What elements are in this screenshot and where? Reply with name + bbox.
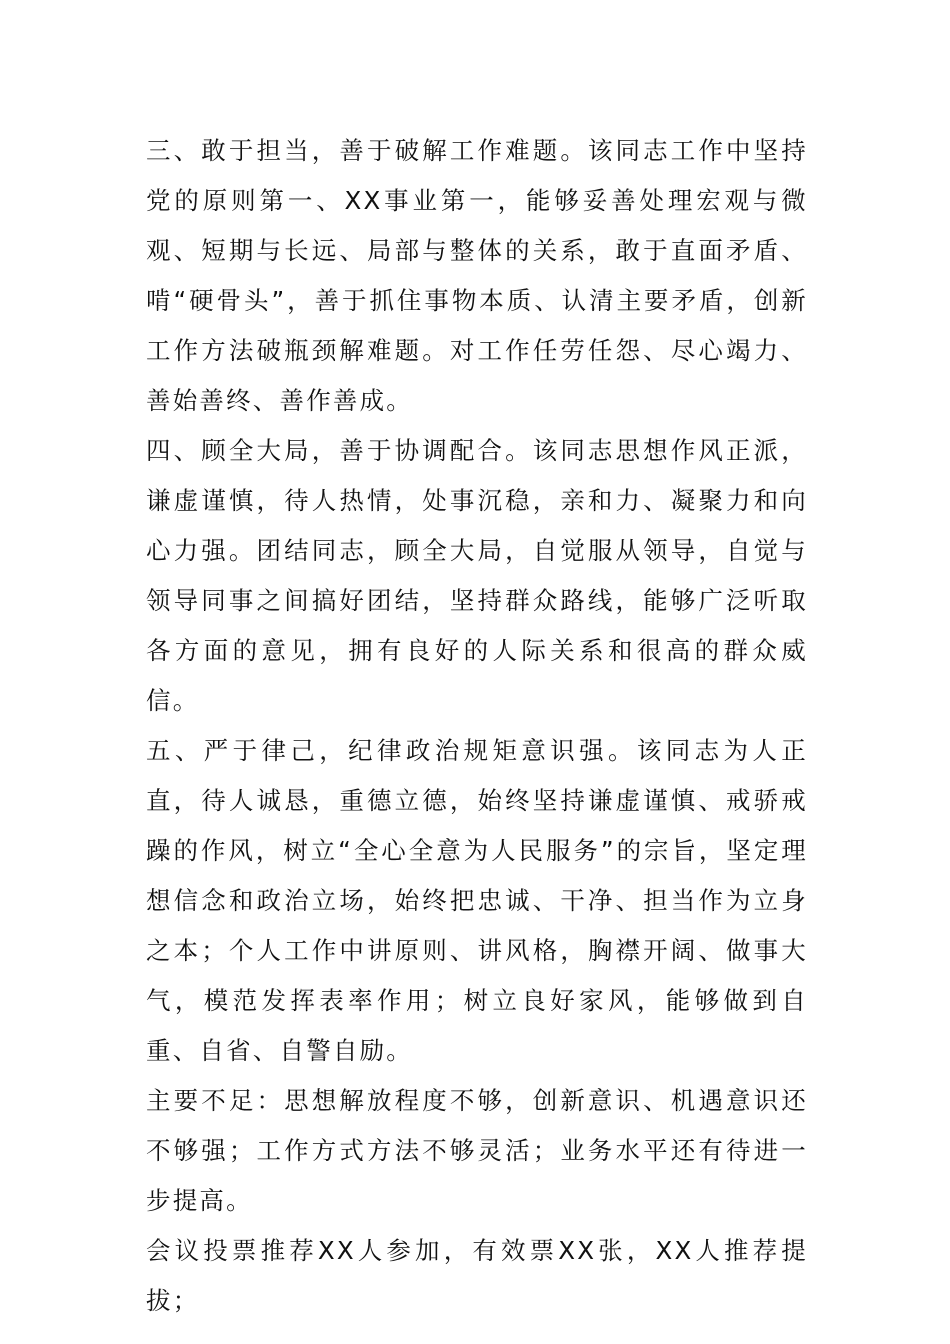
document-body [146, 126, 808, 1326]
paragraph-section-four: 四、顾全大局，善于协调配合。该同志思想作风正派，谦虚谨慎，待人热情，处事沉稳，亲和力、凝聚力和向心力强。团结同志，顾全大局，自觉服从领导，自觉与领导同事之间搞好团结，坚持群众路线，能够广泛听取各方面的意见，拥有良好的人际关系和很高的群众威信。 [146, 436, 808, 715]
paragraph-vote-result: 会议投票推荐XX人参加，有效票XX张，XX人推荐提拔； [146, 1236, 808, 1315]
paragraph-section-five: 五、严于律己，纪律政治规矩意识强。该同志为人正直，待人诚恳，重德立德，始终坚持谦虚谨慎、戒骄戒躁的作风，树立“全心全意为人民服务”的宗旨，坚定理想信念和政治立场，始终把忠诚、干净、担当作为立身之本；个人工作中讲原则、讲风格，胸襟开阔、做事大气，模范发挥表率作用；树立良好家风，能够做到自重、自省、自警自励。 [146, 736, 808, 1065]
paragraph-shortcomings: 主要不足：思想解放程度不够，创新意识、机遇意识还不够强；工作方式方法不够灵活；业务水平还有待进一步提高。 [146, 1086, 808, 1215]
paragraph-section-three: 三、敢于担当，善于破解工作难题。该同志工作中坚持党的原则第一、XX事业第一，能够妥善处理宏观与微观、短期与长远、局部与整体的关系，敢于直面矛盾、啃“硬骨头”，善于抓住事物本质、认清主要矛盾，创新工作方法破瓶颈解难题。对工作任劳任怨、尽心竭力、善始善终、善作善成。 [146, 136, 808, 415]
